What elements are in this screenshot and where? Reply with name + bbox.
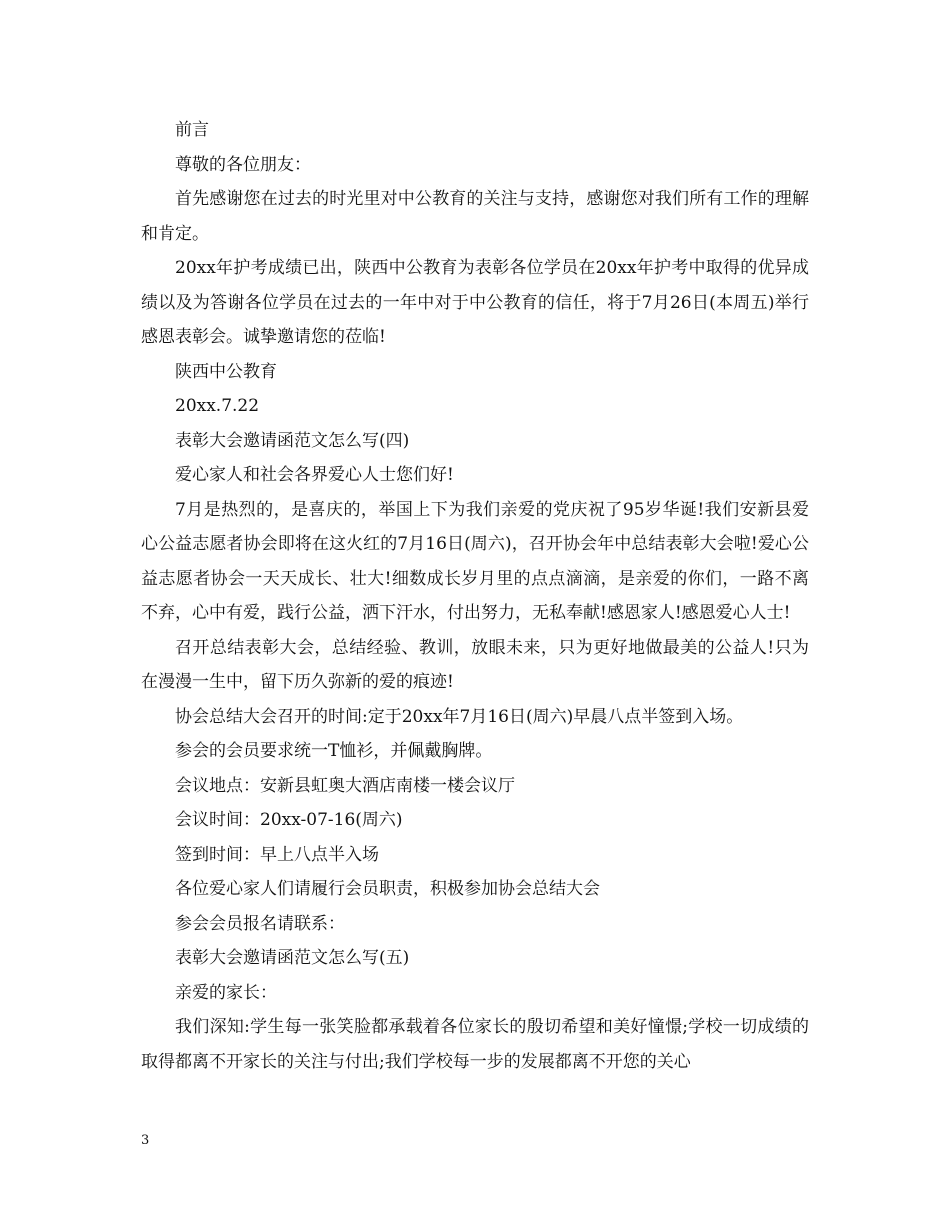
paragraph: 首先感谢您在过去的时光里对中公教育的关注与支持，感谢您对我们所有工作的理解和肯定。: [141, 189, 809, 244]
paragraph: 我们深知:学生每一张笑脸都承载着各位家长的殷切希望和美好憧憬;学校一切成绩的取得都离不开家长的关注与付出;我们学校每一步的发展都离不开您的关心: [141, 1017, 809, 1072]
page-number: 3: [141, 1133, 150, 1148]
paragraph: 召开总结表彰大会，总结经验、教训，放眼未来，只为更好地做最美的公益人!只为在漫漫一生中，留下历久弥新的爱的痕迹!: [141, 637, 809, 692]
paragraph: 协会总结大会召开的时间:定于20xx年7月16日(周六)早晨八点半签到入场。: [175, 706, 744, 727]
paragraph: 前言: [175, 120, 209, 140]
paragraph: 签到时间：早上八点半入场: [175, 844, 379, 865]
paragraph: 尊敬的各位朋友：: [175, 154, 311, 175]
paragraph: 20xx年护考成绩已出，陕西中公教育为表彰各位学员在20xx年护考中取得的优异成绩以及为答谢各位学员在过去的一年中对于中公教育的信任，将于7月26日(本周五)举行感恩表彰会。诚挚邀请您的莅临!: [141, 258, 809, 347]
paragraph: 参会会员报名请联系：: [175, 913, 345, 934]
paragraph: 7月是热烈的，是喜庆的，举国上下为我们亲爱的党庆祝了95岁华诞!我们安新县爱心公益志愿者协会即将在这火红的7月16日(周六)，召开协会年中总结表彰大会啦!爱心公益志愿者协会一天天成长、壮大!细数成长岁月里的点点滴滴，是亲爱的你们，一路不离不弃，心中有爱，践行公益，洒下汗水，付出努力，无私奉献!感恩家人!感恩爱心人士!: [141, 499, 809, 623]
paragraph: 参会的会员要求统一T恤衫，并佩戴胸牌。: [175, 741, 493, 761]
paragraph: 爱心家人和社会各界爱心人士您们好!: [175, 465, 454, 485]
paragraph: 会议地点：安新县虹奥大酒店南楼一楼会议厅: [175, 775, 515, 796]
paragraph: 会议时间：20xx-07-16(周六): [175, 810, 403, 830]
paragraph: 各位爱心家人们请履行会员职责，积极参加协会总结大会: [175, 879, 600, 899]
paragraph: 亲爱的家长：: [175, 982, 277, 1003]
section-heading: 表彰大会邀请函范文怎么写(四): [175, 430, 410, 451]
section-heading: 表彰大会邀请函范文怎么写(五): [175, 948, 410, 968]
paragraph: 20xx.7.22: [175, 396, 260, 416]
document-body: [141, 113, 809, 1079]
paragraph: 陕西中公教育: [175, 361, 277, 382]
